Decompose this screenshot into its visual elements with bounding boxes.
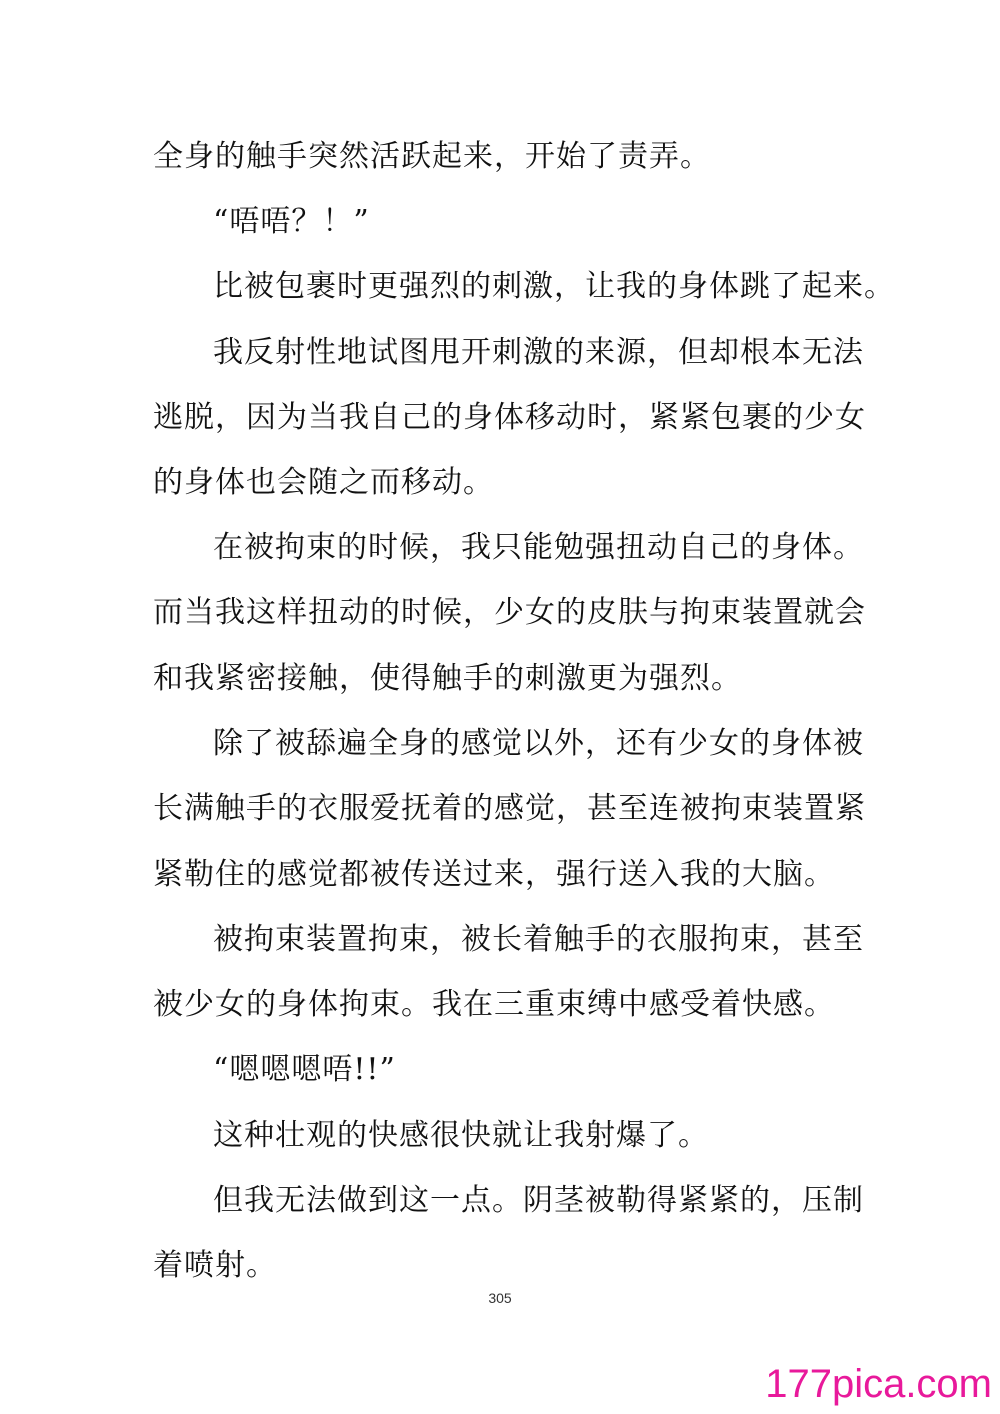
text-line-12: 紧勒住的感觉都被传送过来，强行送入我的大脑。 <box>153 857 835 892</box>
text-line-7: 在被拘束的时候，我只能勉强扭动自己的身体。 <box>213 530 864 565</box>
text-line-3: 比被包裹时更强烈的刺激，让我的身体跳了起来。 <box>213 269 895 304</box>
text-line-17: 但我无法做到这一点。阴茎被勒得紧紧的，压制 <box>213 1183 864 1218</box>
text-line-14: 被少女的身体拘束。我在三重束缚中感受着快感。 <box>153 987 835 1022</box>
text-line-18: 着喷射。 <box>153 1248 277 1283</box>
text-line-16: 这种壮观的快感很快就让我射爆了。 <box>213 1118 709 1153</box>
site-watermark[interactable]: 177pica.com <box>765 1362 992 1406</box>
text-line-5: 逃脱，因为当我自己的身体移动时，紧紧包裹的少女 <box>153 400 866 435</box>
text-line-4: 我反射性地试图甩开刺激的来源，但却根本无法 <box>213 335 864 370</box>
text-line-15: “嗯嗯嗯唔!!” <box>213 1052 396 1087</box>
text-line-1: 全身的触手突然活跃起来，开始了责弄。 <box>153 139 711 174</box>
page-number: 305 <box>488 1290 512 1306</box>
text-line-8: 而当我这样扭动的时候，少女的皮肤与拘束装置就会 <box>153 595 866 630</box>
text-line-2: “唔唔？！” <box>213 204 370 239</box>
text-line-11: 长满触手的衣服爱抚着的感觉，甚至连被拘束装置紧 <box>153 791 866 826</box>
text-line-6: 的身体也会随之而移动。 <box>153 465 494 500</box>
text-line-9: 和我紧密接触，使得触手的刺激更为强烈。 <box>153 661 742 696</box>
text-line-10: 除了被舔遍全身的感觉以外，还有少女的身体被 <box>213 726 864 761</box>
text-line-13: 被拘束装置拘束，被长着触手的衣服拘束，甚至 <box>213 922 864 957</box>
